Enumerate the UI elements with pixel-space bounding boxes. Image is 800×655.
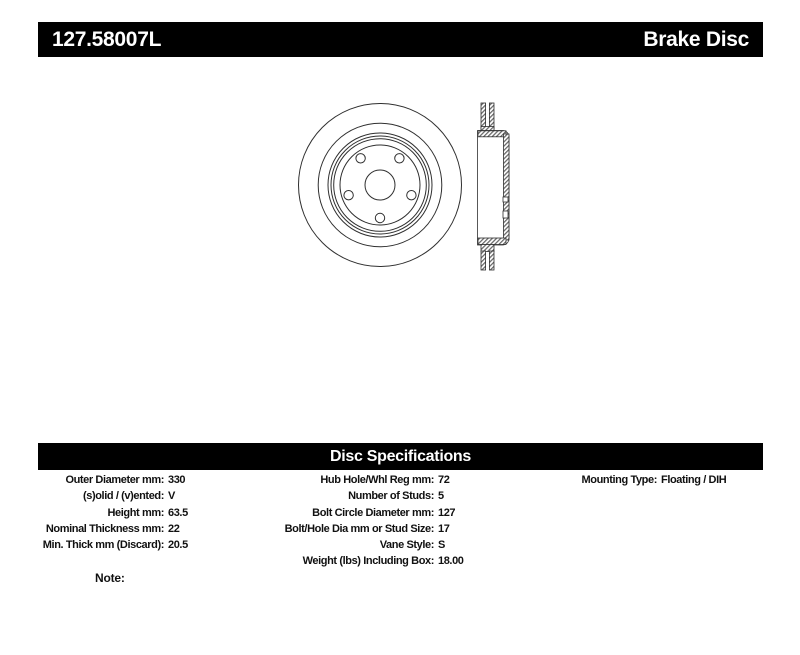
bottom-prong-right	[489, 251, 494, 270]
spec-row	[560, 472, 763, 488]
spec-title-bar	[38, 443, 763, 470]
header-bar	[38, 22, 763, 57]
spec-value: 5	[438, 490, 444, 503]
stud-hole	[356, 154, 365, 163]
spec-row	[292, 505, 560, 521]
spec-row	[38, 488, 290, 504]
spec-row	[38, 505, 290, 521]
bottom-joiner	[481, 245, 494, 252]
spec-row	[292, 537, 560, 553]
spec-label: Vane Style:	[379, 539, 434, 552]
spec-label: Weight (lbs) Including Box:	[302, 555, 434, 568]
spec-row	[292, 472, 560, 488]
spec-column-middle	[284, 472, 560, 570]
side-view	[478, 103, 510, 270]
spec-label: (s)olid / (v)ented:	[82, 490, 164, 503]
spec-label: Bolt/Hole Dia mm or Stud Size:	[284, 522, 434, 535]
spec-label: Height mm:	[107, 506, 164, 519]
bottom-prong-left	[481, 251, 486, 270]
spec-label: Min. Thick mm (Discard):	[42, 539, 164, 552]
hat-ring-mid	[331, 136, 429, 234]
hat-ring-inner	[334, 139, 427, 232]
spec-value: 22	[168, 522, 180, 535]
spec-column-left	[38, 472, 290, 553]
brake-disc-drawing	[290, 95, 520, 275]
spec-column-right	[560, 472, 763, 488]
spec-value: V	[168, 490, 175, 503]
spec-label: Number of Studs:	[348, 490, 434, 503]
part-number: 127.58007L	[52, 27, 162, 51]
top-prong-right	[489, 103, 494, 129]
spec-value: 63.5	[168, 506, 188, 519]
spec-value: 127	[438, 506, 456, 519]
spec-title: Disc Specifications	[329, 448, 472, 465]
stud-hole	[395, 154, 404, 163]
spec-row	[38, 472, 290, 488]
hat-top-band	[478, 131, 506, 137]
stud-hole	[375, 213, 384, 222]
front-view	[299, 104, 462, 267]
spec-value: 17	[438, 522, 450, 535]
spec-row	[38, 521, 290, 537]
hat-bottom-band	[478, 238, 506, 245]
stud-hole	[407, 191, 416, 200]
spec-row	[292, 553, 560, 569]
hat-ring-outer	[328, 133, 432, 237]
spec-label: Mounting Type:	[581, 474, 657, 486]
spec-value: 20.5	[168, 539, 188, 552]
top-prong-left	[481, 103, 486, 129]
spec-row	[292, 488, 560, 504]
spec-label: Bolt Circle Diameter mm:	[312, 506, 434, 519]
spec-label: Nominal Thickness mm:	[45, 522, 164, 535]
spec-value: S	[438, 539, 445, 552]
note-label: Note:	[95, 571, 125, 585]
right-edge-notch	[503, 197, 508, 202]
spec-label: Outer Diameter mm:	[65, 474, 164, 486]
spec-value: Floating / DIH	[661, 474, 727, 486]
friction-surface-circle	[318, 123, 442, 247]
spec-value: 18.00	[438, 555, 464, 568]
stud-hole	[344, 191, 353, 200]
spec-label: Hub Hole/Whl Reg mm:	[320, 474, 434, 486]
hub-center-hole	[365, 170, 395, 200]
spec-row	[38, 537, 290, 553]
spec-value: 72	[438, 474, 450, 486]
outer-edge-circle	[299, 104, 462, 267]
spec-value: 330	[168, 474, 186, 486]
right-edge-notch	[503, 211, 508, 218]
hat-right-band	[504, 134, 510, 240]
product-type: Brake Disc	[643, 27, 749, 51]
spec-row	[284, 521, 560, 537]
